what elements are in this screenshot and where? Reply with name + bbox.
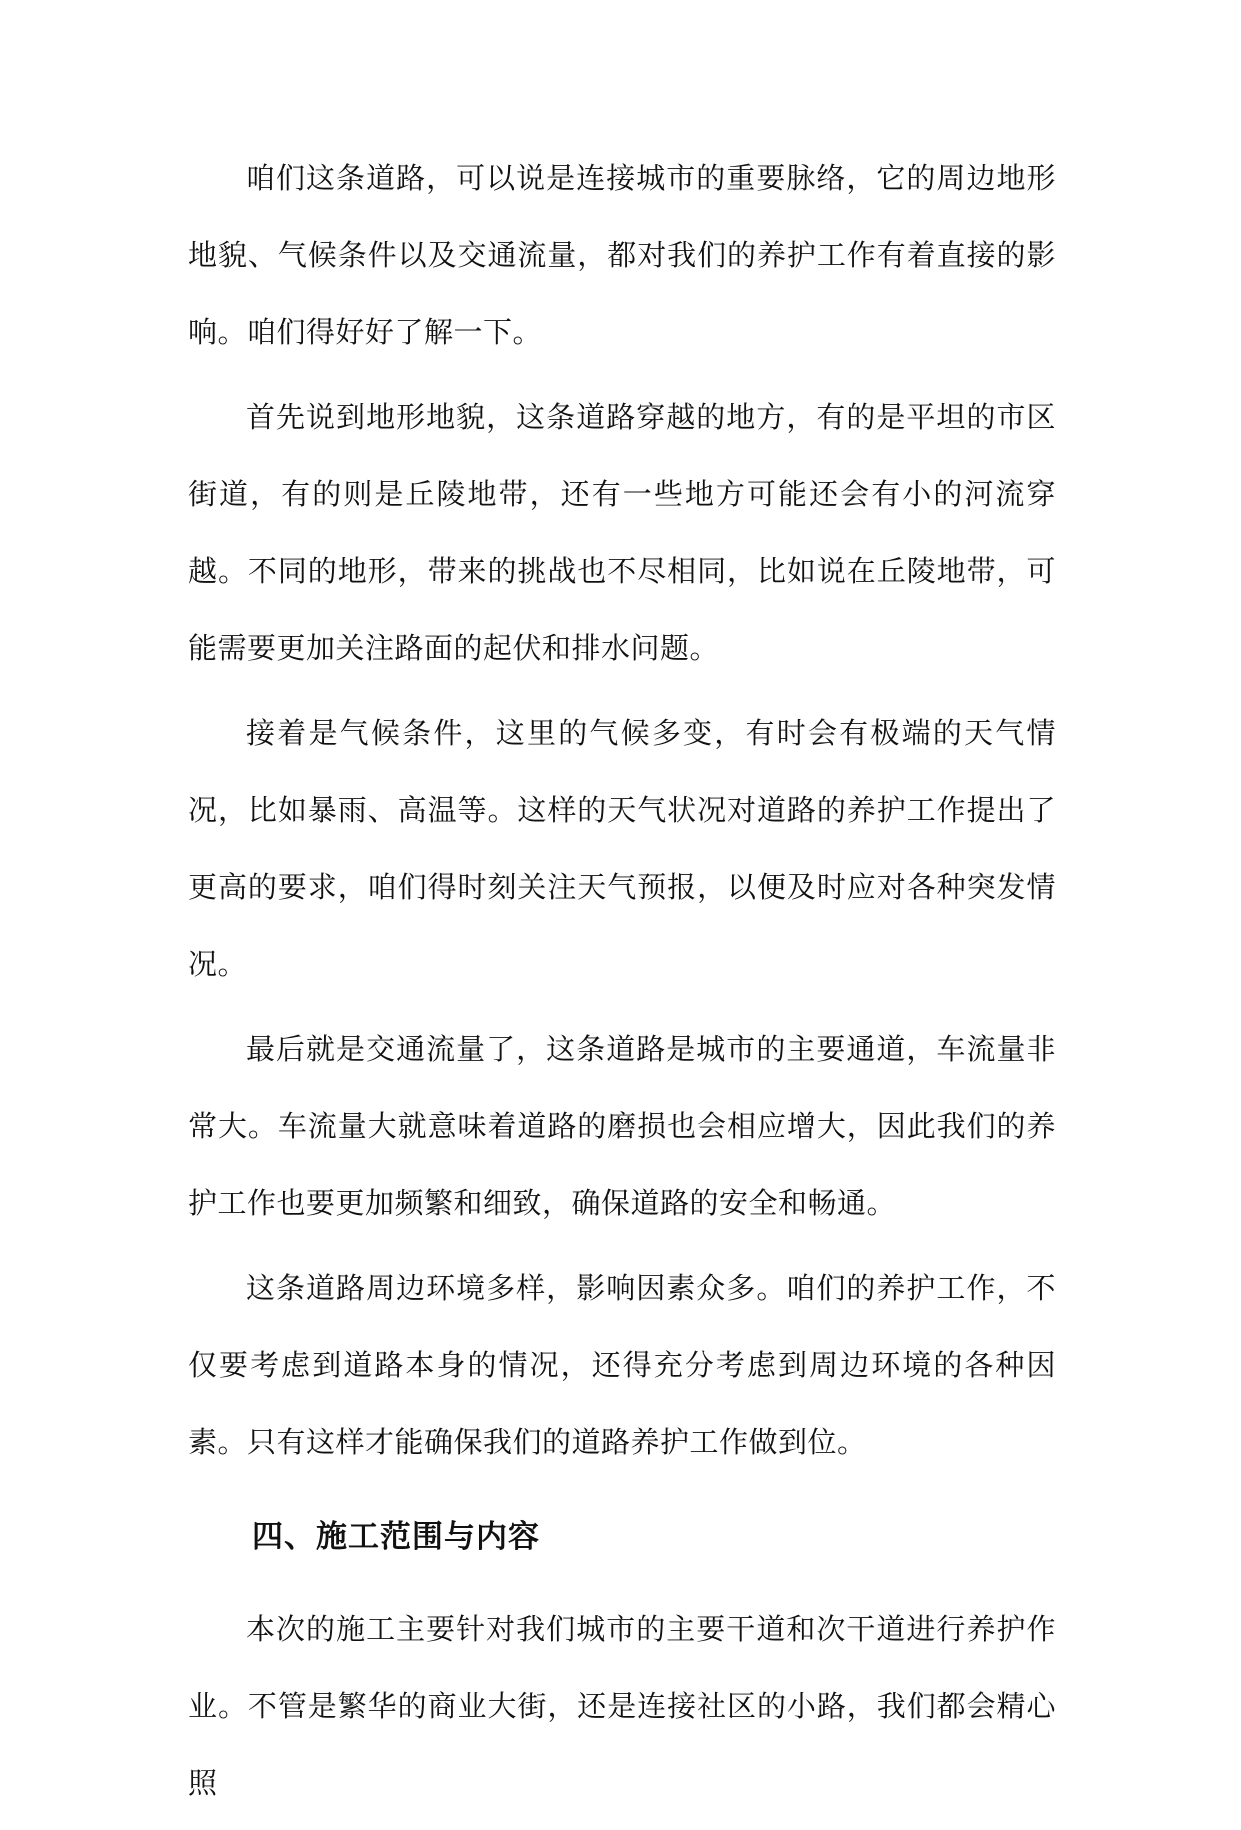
paragraph: 咱们这条道路，可以说是连接城市的重要脉络，它的周边地形地貌、气候条件以及交通流量，都对我们的养护工作有着直接的影响。咱们得好好了解一下。 [188,161,1056,349]
paragraph: 首先说到地形地貌，这条道路穿越的地方，有的是平坦的市区街道，有的则是丘陵地带，还有一些地方可能还会有小的河流穿越。不同的地形，带来的挑战也不尽相同，比如说在丘陵地带，可能需要更加关注路面的起伏和排水问题。 [188,400,1056,665]
paragraph: 这条道路周边环境多样，影响因素众多。咱们的养护工作，不仅要考虑到道路本身的情况，还得充分考虑到周边环境的各种因素。只有这样才能确保我们的道路养护工作做到位。 [188,1271,1056,1459]
document-body [188,140,1056,1830]
paragraph: 接着是气候条件，这里的气候多变，有时会有极端的天气情况，比如暴雨、高温等。这样的天气状况对道路的养护工作提出了更高的要求，咱们得时刻关注天气预报，以便及时应对各种突发情况。 [188,716,1056,981]
paragraph: 最后就是交通流量了，这条道路是城市的主要通道，车流量非常大。车流量大就意味着道路的磨损也会相应增大，因此我们的养护工作也要更加频繁和细致，确保道路的安全和畅通。 [188,1032,1056,1220]
paragraph: 本次的施工主要针对我们城市的主要干道和次干道进行养护作业。不管是繁华的商业大街，还是连接社区的小路，我们都会精心照 [188,1612,1056,1800]
section-heading: 四、施工范围与内容 [252,1519,540,1555]
